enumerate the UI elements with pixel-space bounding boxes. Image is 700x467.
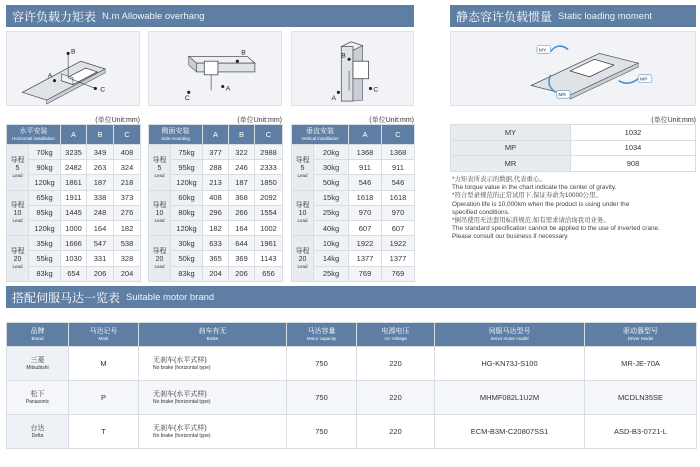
- table-row: 松下 Panasonic P 无刹车(水平式样) No brake (horizontal type) 750 220 MHMF082L1U2M MCDLN35SE: [7, 381, 697, 415]
- horizontal-header: 水平安装 Horizontal installation: [7, 125, 61, 145]
- moment-table: [450, 124, 696, 172]
- side-figure: [148, 31, 282, 106]
- table-row: 14kg 1377 1377: [292, 251, 415, 266]
- vertical-load-table: [291, 124, 415, 282]
- table-row: 90kg 2482 263 324: [7, 160, 141, 175]
- unit-label-3: (单位Unit:mm): [369, 117, 414, 124]
- table-row: 55kg 1030 331 328: [7, 251, 141, 266]
- col-a-header: A: [203, 125, 229, 145]
- label-my: MY: [538, 48, 547, 54]
- lead-cell: 导程 20 Lead: [7, 236, 29, 282]
- unit-label-2: (单位Unit:mm): [237, 117, 282, 124]
- table-row: 导程 20 Lead 10kg 1922 1922: [292, 236, 415, 251]
- table-row: 导程 10 Lead 65kg 1911 338 373: [7, 190, 141, 205]
- horizontal-figure: [6, 31, 140, 106]
- moment-figure: [450, 31, 696, 106]
- side-load-table: [148, 124, 283, 282]
- label-a: A: [331, 95, 337, 103]
- vertical-header: 垂直安装 Vertical installation: [292, 125, 349, 145]
- table-row: MP 1034: [451, 140, 696, 156]
- motor-title-en: Suitable motor brand: [126, 291, 215, 303]
- table-row: 120kg 1861 187 218: [7, 175, 141, 190]
- table-row: 导程 5 Lead 20kg 1368 1368: [292, 145, 415, 160]
- table-row: 25kg 970 970: [292, 205, 415, 220]
- table-row: 120kg 1000 164 182: [7, 220, 141, 235]
- table-row: 120kg 213 187 1850: [149, 175, 283, 190]
- overhang-title-zh: 容许负载力矩表: [12, 9, 97, 24]
- moment-diagram: [451, 32, 695, 105]
- table-row: 80kg 296 266 1554: [149, 205, 283, 220]
- table-row: MR 908: [451, 156, 696, 172]
- label-mp: MP: [640, 77, 648, 83]
- col-c-header: C: [114, 125, 141, 145]
- table-row: 导程 10 Lead 60kg 408 368 2092: [149, 190, 283, 205]
- col-c-header: C: [382, 125, 415, 145]
- horizontal-load-table: [6, 124, 141, 282]
- overhang-title-en: N.m Allowable overhang: [102, 10, 205, 22]
- lead-cell: 导程 20 Lead: [149, 236, 171, 282]
- static-banner: [450, 5, 696, 27]
- table-row: 导程 5 Lead 70kg 3235 349 408: [7, 145, 141, 160]
- table-row: 120kg 182 164 1002: [149, 220, 283, 235]
- table-row: 导程 5 Lead 75kg 377 322 2988: [149, 145, 283, 160]
- lead-cell: 导程 20 Lead: [292, 236, 314, 282]
- label-b: B: [341, 52, 346, 60]
- col-c-header: C: [255, 125, 283, 145]
- table-row: 导程 20 Lead 30kg 633 644 1961: [149, 236, 283, 251]
- brand-header: 品牌 Brand: [7, 323, 69, 347]
- table-row: 95kg 288 246 2333: [149, 160, 283, 175]
- lead-cell: 导程 10 Lead: [292, 190, 314, 236]
- lead-cell: 导程 5 Lead: [7, 145, 29, 191]
- notes: *力矩表所表示的数据,代表重心。 The torque value in the chart indicate the center of gravity. *符合型录规范的正常试用下,保证寿命为10000公里。 Operation life is 10,000km when the product is using under the specified conditions. *倒吊使用无法套用标准规范,如有需求请洽询我司业务。 The standard specification cannot be applied to the use of inverted crane. Please consult our business if necessary.: [452, 176, 660, 241]
- label-c: C: [373, 86, 379, 94]
- unit-label-static: (单位Unit:mm): [651, 117, 696, 124]
- col-a-header: A: [61, 125, 87, 145]
- vertical-install-diagram: [292, 32, 413, 105]
- table-row: 30kg 911 911: [292, 160, 415, 175]
- table-row: 导程 20 Lead 35kg 1666 547 538: [7, 236, 141, 251]
- static-title-en: Static loading moment: [558, 10, 653, 22]
- table-row: 50kg 546 546: [292, 175, 415, 190]
- motor-title-zh: 搭配伺服马达一览表: [12, 290, 121, 305]
- lead-cell: 导程 10 Lead: [149, 190, 171, 236]
- brake-header: 刹车有无 Brake: [139, 323, 287, 347]
- col-b-header: B: [87, 125, 114, 145]
- static-title-zh: 静态容许负载惯量: [456, 9, 553, 24]
- table-row: 85kg 1445 248 276: [7, 205, 141, 220]
- horizontal-install-diagram: [7, 32, 139, 105]
- servo-header: 伺服马达型号 Servo motor model: [435, 323, 585, 347]
- unit-label-1: (单位Unit:mm): [95, 117, 140, 124]
- lead-cell: 导程 5 Lead: [149, 145, 171, 191]
- table-row: MY 1032: [451, 125, 696, 141]
- col-b-header: B: [229, 125, 255, 145]
- label-a: A: [225, 85, 231, 93]
- motor-banner: [6, 286, 696, 308]
- label-c: C: [100, 86, 106, 94]
- lead-cell: 导程 5 Lead: [292, 145, 314, 191]
- vertical-figure: [291, 31, 414, 106]
- lead-cell: 导程 10 Lead: [7, 190, 29, 236]
- table-row: 25kg 769 769: [292, 266, 415, 281]
- label-a: A: [47, 72, 53, 80]
- voltage-header: 电源电压 AC-Voltage: [357, 323, 435, 347]
- side-header: 侧面安装 Side mounting: [149, 125, 203, 145]
- overhang-banner: [6, 5, 414, 27]
- table-row: 三菱 Mitsubishi M 无刹车(水平式样) No brake (horizontal type) 750 220 HG-KN73J-S100 MR-JE-70A: [7, 347, 697, 381]
- side-install-diagram: [149, 32, 281, 105]
- table-row: 40kg 607 607: [292, 220, 415, 235]
- label-mr: MR: [558, 93, 566, 99]
- driver-header: 驱动器型号 Driver Model: [585, 323, 697, 347]
- table-row: 83kg 204 206 656: [149, 266, 283, 281]
- label-c: C: [184, 95, 190, 103]
- table-row: 台达 Delta T 无刹车(水平式样) No brake (horizontal type) 750 220 ECM-B3M-C20807SS1 ASD-B3-0721-L: [7, 415, 697, 449]
- label-b: B: [241, 49, 246, 57]
- table-row: 83kg 654 206 204: [7, 266, 141, 281]
- table-row: 导程 10 Lead 15kg 1618 1618: [292, 190, 415, 205]
- mark-header: 马达记号 Mark: [69, 323, 139, 347]
- table-row: 50kg 365 369 1143: [149, 251, 283, 266]
- motor-table: [6, 322, 697, 449]
- col-a-header: A: [349, 125, 382, 145]
- label-b: B: [71, 48, 76, 56]
- capacity-header: 马达容量 Motor capacity: [287, 323, 357, 347]
